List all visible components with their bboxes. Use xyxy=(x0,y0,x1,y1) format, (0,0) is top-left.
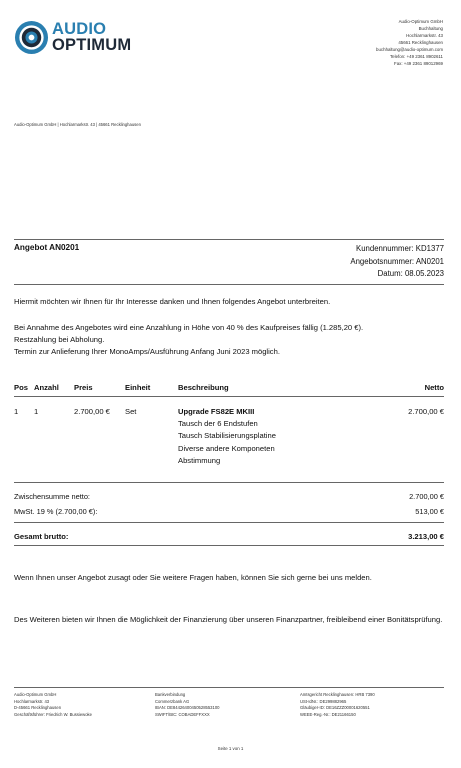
company-logo xyxy=(14,18,134,58)
row-unit: Set xyxy=(125,407,137,416)
total-label: Gesamt brutto: xyxy=(14,532,69,541)
row-description-line: Diverse andere Komponeten xyxy=(178,443,275,453)
customer-number: Kundennummer: KD1377 xyxy=(356,244,444,253)
row-qty: 1 xyxy=(34,407,39,416)
sender-address-block xyxy=(376,18,443,67)
delivery-line: Termin zur Anlieferung Ihrer MonoAmps/Ausführung Anfang Juni 2023 möglich. xyxy=(14,347,280,356)
sender-phone: Telefon: +49 2361 8902611 xyxy=(389,54,443,59)
col-header-pos: Pos xyxy=(14,383,28,392)
header-divider xyxy=(14,239,444,240)
sender-company: Audio-Optimum GmbH xyxy=(398,19,443,24)
subtotal-label: Zwischensumme netto: xyxy=(14,492,90,501)
footer-line: SWIFT/BIC: COBADEFFXXX xyxy=(155,711,210,717)
footer-line: Amtsgericht Recklinghausen: HRB 7390 xyxy=(300,692,375,697)
offer-date: Datum: 08.05.2023 xyxy=(377,269,444,278)
document-meta xyxy=(350,243,444,281)
footer-line: USt-IdNr.: DE299882965 xyxy=(300,698,347,704)
row-description-line: Abstimmung xyxy=(178,455,221,465)
intro-text: Hiermit möchten wir Ihnen für Ihr Interesse danken und Ihnen folgendes Angebot unterbreiten. xyxy=(14,297,331,306)
return-address-line: Audio-Optimum GmbH | Hochlarmarkstr. 43 | 45661 Recklinghausen xyxy=(14,122,141,127)
closing-contact-text: Wenn Ihnen unser Angebot zusagt oder Sie weitere Fragen haben, können Sie sich gerne bei uns melden. xyxy=(14,573,372,582)
footer-line: D-45661 Recklinghausen xyxy=(14,705,62,711)
total-bottom-divider xyxy=(14,545,444,546)
remainder-line: Restzahlung bei Abholung. xyxy=(14,335,105,344)
row-description-line: Tausch der 6 Endstufen xyxy=(178,419,258,429)
col-header-unit: Einheit xyxy=(125,383,151,392)
col-header-price: Preis xyxy=(74,383,93,392)
row-description xyxy=(178,406,276,467)
logo-wordmark xyxy=(52,21,131,53)
footer-line: WEEE-Reg.-Nr.: DE21166150 xyxy=(300,711,356,717)
footer-legal-column xyxy=(300,692,375,718)
logo-line-2: OPTIMUM xyxy=(52,36,132,54)
row-description-title: Upgrade FS82E MKIII xyxy=(178,407,255,416)
col-header-description: Beschreibung xyxy=(178,383,229,392)
row-description-line: Tausch Stabilisierungsplatine xyxy=(178,431,276,441)
footer-line: Audio-Optimum GmbH xyxy=(14,692,57,697)
logo-line-1: AUDIO xyxy=(52,20,107,38)
sender-fax: Fax: +49 2361 89012969 xyxy=(394,61,443,66)
footer-line: Bankverbindung xyxy=(155,692,186,697)
col-header-qty: Anzahl xyxy=(34,383,59,392)
row-pos: 1 xyxy=(14,407,19,416)
vat-label: MwSt. 19 % (2.700,00 €): xyxy=(14,507,98,516)
sender-street: Hochlarmarkstr. 43 xyxy=(406,33,443,38)
footer-company-column xyxy=(14,692,92,718)
sender-department: Buchhaltung xyxy=(418,26,443,31)
document-title: Angebot AN0201 xyxy=(14,243,80,252)
footer-line: Hochlarmarkstr. 43 xyxy=(14,698,50,704)
subtotal-value: 2.700,00 € xyxy=(409,492,444,501)
vat-value: 513,00 € xyxy=(415,507,444,516)
footer-line: Gläubiger-ID: DE16ZZZ00001620551 xyxy=(300,705,370,711)
total-divider xyxy=(14,522,444,523)
deposit-line: Bei Annahme des Angebotes wird eine Anzahlung in Höhe von 40 % des Kaufpreises fällig (1.285,20 €). xyxy=(14,323,364,332)
row-price: 2.700,00 € xyxy=(74,407,110,416)
payment-terms xyxy=(14,322,446,358)
footer-divider xyxy=(14,687,444,688)
totals-divider xyxy=(14,482,444,483)
meta-divider xyxy=(14,284,444,285)
table-header-divider xyxy=(14,396,444,397)
footer-line: IBAN: DE84426400450528553100 xyxy=(155,705,220,711)
total-value: 3.213,00 € xyxy=(408,532,444,541)
sender-email: buchhaltung@audio-optimum.com xyxy=(376,47,443,52)
speaker-logo-icon xyxy=(14,20,49,55)
page-number: Seite 1 von 1 xyxy=(217,746,244,751)
closing-financing-text: Des Weiteren bieten wir Ihnen die Möglichkeit der Finanzierung über unseren Finanzpartner, freibleibend einer Bonitätsprüfung. xyxy=(14,615,443,624)
footer-line: Commerzbank AG xyxy=(155,698,190,704)
footer-bank-column xyxy=(155,692,220,718)
footer-line: Geschäftsführer: Friedrich W. Bussiewoke xyxy=(14,711,92,717)
sender-city: 45661 Recklinghausen xyxy=(398,40,443,45)
row-net: 2.700,00 € xyxy=(408,407,444,416)
offer-number: Angebotsnummer: AN0201 xyxy=(350,256,444,266)
col-header-net: Netto xyxy=(424,383,444,392)
